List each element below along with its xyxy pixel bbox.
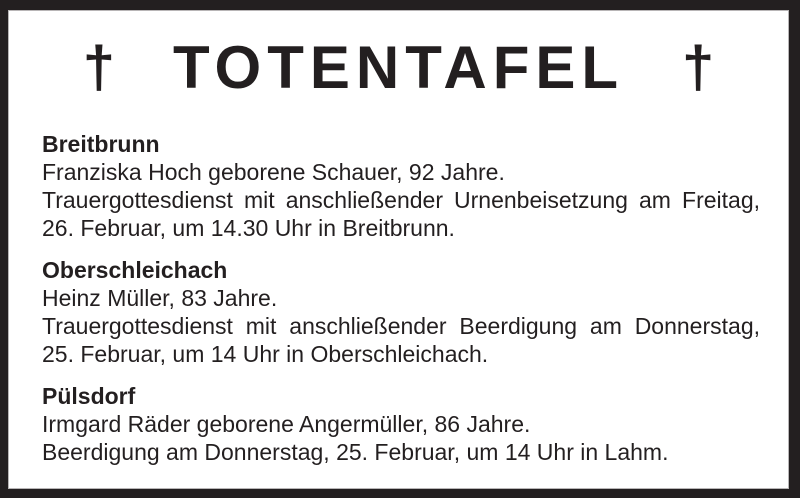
obituary-section-oberschleichach (42, 256, 760, 368)
obituary-section-breitbrunn (42, 130, 760, 242)
notice-title: TOTENTAFEL (172, 34, 625, 101)
obituary-section-puelsdorf (42, 382, 760, 466)
notice-header (8, 36, 789, 100)
obituary-line: Trauergottesdienst mit anschließender Urnenbeisetzung am Freitag, 26. Februar, um 14.30 Uhr in Breitbrunn. (42, 187, 760, 241)
cross-icon-left: † (82, 35, 115, 100)
place-name: Pülsdorf (42, 383, 136, 409)
notice-sections (42, 130, 760, 466)
obituary-line: Beerdigung am Donnerstag, 25. Februar, um 14 Uhr in Lahm. (42, 439, 669, 465)
place-name: Breitbrunn (42, 131, 160, 157)
obituary-line: Trauergottesdienst mit anschließender Beerdigung am Donnerstag, 25. Februar, um 14 Uhr in Oberschleichach. (42, 313, 760, 367)
obituary-line: Heinz Müller, 83 Jahre. (42, 285, 278, 311)
place-name: Oberschleichach (42, 257, 228, 283)
obituary-line: Franziska Hoch geborene Schauer, 92 Jahre. (42, 159, 505, 185)
cross-icon-right: † (682, 35, 715, 100)
obituary-line: Irmgard Räder geborene Angermüller, 86 Jahre. (42, 411, 531, 437)
